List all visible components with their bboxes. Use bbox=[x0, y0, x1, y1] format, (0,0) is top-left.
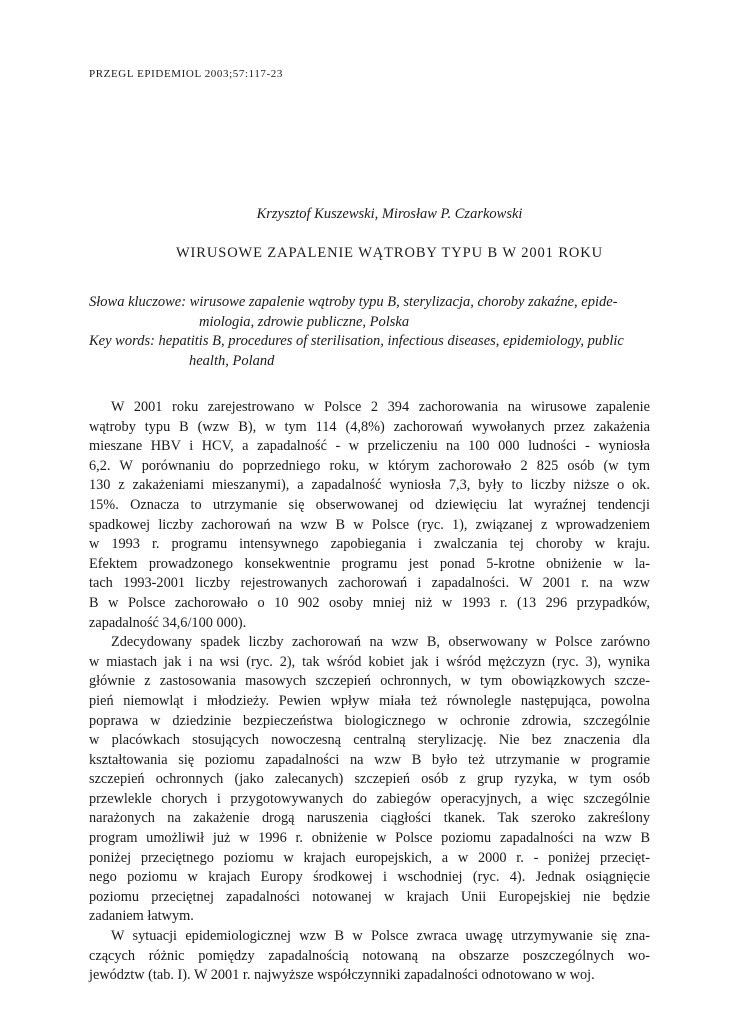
paragraph-line: mieszane HBV i HCV, a zapadalność - w przeliczeniu na 100 000 ludności - wyniosła bbox=[89, 438, 650, 455]
body-paragraph bbox=[89, 927, 650, 986]
paragraph-line: kształtowania się poziomu zapadalności na wzw B było też utrzymanie w programie bbox=[89, 751, 650, 768]
body-paragraph bbox=[89, 398, 650, 633]
paragraph-line: poziomu przeciętnej zapadalności notowanej w krajach Unii Europejskiej nie będzie bbox=[89, 888, 650, 905]
paragraph-line: Zdecydowany spadek liczby zachorowań na wzw B, obserwowany w Polsce zarówno bbox=[111, 634, 650, 651]
keywords-pl-line-1: Słowa kluczowe: wirusowe zapalenie wątroby typu B, sterylizacja, choroby zakaźne, epide- bbox=[89, 294, 618, 310]
paragraph-line: W sytuacji epidemiologicznej wzw B w Polsce zwraca uwagę utrzymywanie się zna- bbox=[111, 928, 650, 945]
article-body bbox=[89, 398, 650, 986]
paragraph-line: zadaniem łatwym. bbox=[89, 908, 194, 925]
paragraph-line: tach 1993-2001 liczby rejestrowanych zachorowań i zapadalności. W 2001 r. na wzw bbox=[89, 575, 650, 592]
paragraph-line: wątroby typu B (wzw B), w tym 114 (4,8%) zachorowań wywołanych przez zakażenia bbox=[89, 418, 650, 435]
keywords-block bbox=[89, 293, 649, 371]
paragraph-line: spadkowej liczby zachorowań na wzw B w Polsce (ryc. 1), związanej z wprowadzeniem bbox=[89, 516, 650, 533]
paragraph-line: szczepień ochronnych (jako zalecanych) szczepień osób z grup ryzyka, w tym osób bbox=[89, 771, 650, 788]
journal-reference: PRZEGL EPIDEMIOL 2003;57:117-23 bbox=[89, 68, 283, 80]
paragraph-line: w placówkach stosujących nowoczesną centralną sterylizację. Nie bez znaczenia dla bbox=[89, 732, 650, 749]
paragraph-line: głównie z zastosowania masowych szczepień ochronnych, w tym obowiązkowych szcze- bbox=[89, 673, 650, 690]
paragraph-line: 130 z zakażeniami mieszanymi), a zapadalność wyniosła 7,3, były to liczby niższe o ok. bbox=[89, 477, 650, 494]
paragraph-line: Efektem prowadzonego konsekwentnie programu jest ponad 5-krotne obniżenie w la- bbox=[89, 555, 650, 572]
keywords-pl-line-2: miologia, zdrowie publiczne, Polska bbox=[199, 313, 410, 330]
paragraph-line: przewlekle chorych i przygotowywanych do zabiegów operacyjnych, a więc szczególnie bbox=[89, 790, 650, 807]
paragraph-line: w 1993 r. programu intensywnego zapobiegania i zwalczania tej choroby w kraju. bbox=[89, 536, 650, 553]
paragraph-line: 6,2. W porównaniu do poprzedniego roku, w którym zachorowało 2 825 osób (w tym bbox=[89, 457, 650, 474]
article-title: WIRUSOWE ZAPALENIE WĄTROBY TYPU B W 2001 ROKU bbox=[175, 245, 604, 261]
paragraph-line: poniżej przeciętnego poziomu w krajach europejskich, a w 2000 r. - poniżej przecięt- bbox=[89, 849, 650, 866]
paragraph-line: zapadalność 34,6/100 000). bbox=[89, 614, 247, 631]
paragraph-line: poprawa w dziedzinie bezpieczeństwa biologicznego w ochronie zdrowia, szczególnie bbox=[89, 712, 650, 729]
paragraph-line: czących różnic pomiędzy zapadalnością notowaną na obszarze poszczególnych wo- bbox=[89, 947, 650, 964]
keywords-en-line-2: health, Poland bbox=[189, 352, 275, 369]
paragraph-line: program umożliwił już w 1996 r. obniżenie w Polsce poziomu zapadalności na wzw B bbox=[89, 830, 650, 847]
keywords-en-line-1: Key words: hepatitis B, procedures of sterilisation, infectious diseases, epidemiology, public bbox=[89, 333, 624, 349]
paragraph-line: narażonych na zakażenie drogą naruszenia ciągłości tkanek. Tak szeroko zakreślony bbox=[89, 810, 650, 827]
article-authors: Krzysztof Kuszewski, Mirosław P. Czarkowski bbox=[256, 206, 523, 222]
paragraph-line: nego poziomu w krajach Europy środkowej i wschodniej (ryc. 4). Jednak osiągnięcie bbox=[89, 869, 650, 886]
paragraph-line: pień niemowląt i młodzieży. Pewien wpływ miała też równolegle następująca, powolna bbox=[89, 692, 650, 709]
paragraph-line: w miastach jak i na wsi (ryc. 2), tak wśród kobiet jak i wśród mężczyzn (ryc. 3), wynika bbox=[89, 653, 650, 670]
paragraph-line: B w Polsce zachorowało o 10 902 osoby mniej niż w 1993 r. (13 296 przypadków, bbox=[89, 594, 650, 611]
paragraph-line: 15%. Oznacza to utrzymanie się obserwowanej od dziewięciu lat wyraźnej tendencji bbox=[89, 496, 650, 513]
paragraph-line: W 2001 roku zarejestrowano w Polsce 2 394 zachorowania na wirusowe zapalenie bbox=[111, 399, 650, 415]
paragraph-line: jewództw (tab. I). W 2001 r. najwyższe współczynniki zapadalności odnotowano w woj. bbox=[89, 967, 595, 984]
body-paragraph bbox=[89, 633, 650, 927]
